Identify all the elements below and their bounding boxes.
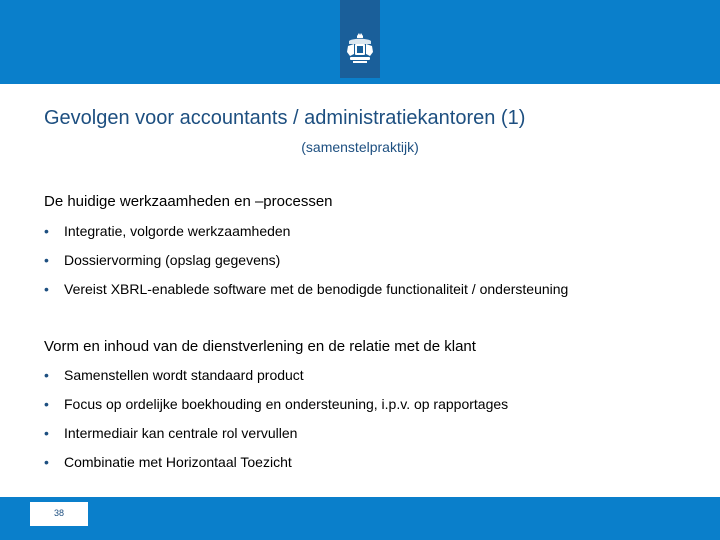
footer-band bbox=[0, 497, 720, 540]
bullet-item bbox=[44, 454, 292, 470]
bullet-marker: • bbox=[44, 396, 49, 412]
bullet-marker: • bbox=[44, 454, 49, 470]
bullet-text: Focus op ordelijke boekhouding en ondersteuning, i.p.v. op rapportages bbox=[64, 396, 509, 412]
bullet-text: Combinatie met Horizontaal Toezicht bbox=[64, 454, 292, 470]
bullet-marker: • bbox=[44, 223, 49, 239]
bullet-text: Vereist XBRL-enablede software met de benodigde functionaliteit / ondersteuning bbox=[64, 281, 569, 297]
bullet-marker: • bbox=[44, 252, 49, 268]
bullet-marker: • bbox=[44, 281, 49, 297]
bullet-item bbox=[44, 223, 290, 239]
bullet-item bbox=[44, 396, 508, 412]
bullet-marker: • bbox=[44, 425, 49, 441]
bullet-item bbox=[44, 281, 568, 297]
emblem-tab bbox=[340, 0, 380, 78]
page-number: 38 bbox=[30, 502, 88, 526]
section-heading-service-relation: Vorm en inhoud van de dienstverlening en de relatie met de klant bbox=[44, 338, 476, 355]
bullet-text: Dossiervorming (opslag gegevens) bbox=[64, 252, 281, 268]
section-heading-current-processes: De huidige werkzaamheden en –processen bbox=[44, 193, 333, 210]
bullet-item bbox=[44, 425, 297, 441]
royal-coat-of-arms-icon bbox=[344, 32, 376, 64]
bullet-text: Intermediair kan centrale rol vervullen bbox=[64, 425, 298, 441]
slide-subtitle: (samenstelpraktijk) bbox=[301, 139, 419, 155]
bullet-text: Samenstellen wordt standaard product bbox=[64, 367, 304, 383]
slide-title: Gevolgen voor accountants / administratiekantoren (1) bbox=[44, 107, 526, 129]
header-band bbox=[0, 0, 720, 84]
bullet-text: Integratie, volgorde werkzaamheden bbox=[64, 223, 291, 239]
bullet-item bbox=[44, 252, 280, 268]
bullet-marker: • bbox=[44, 367, 49, 383]
bullet-item bbox=[44, 367, 304, 383]
